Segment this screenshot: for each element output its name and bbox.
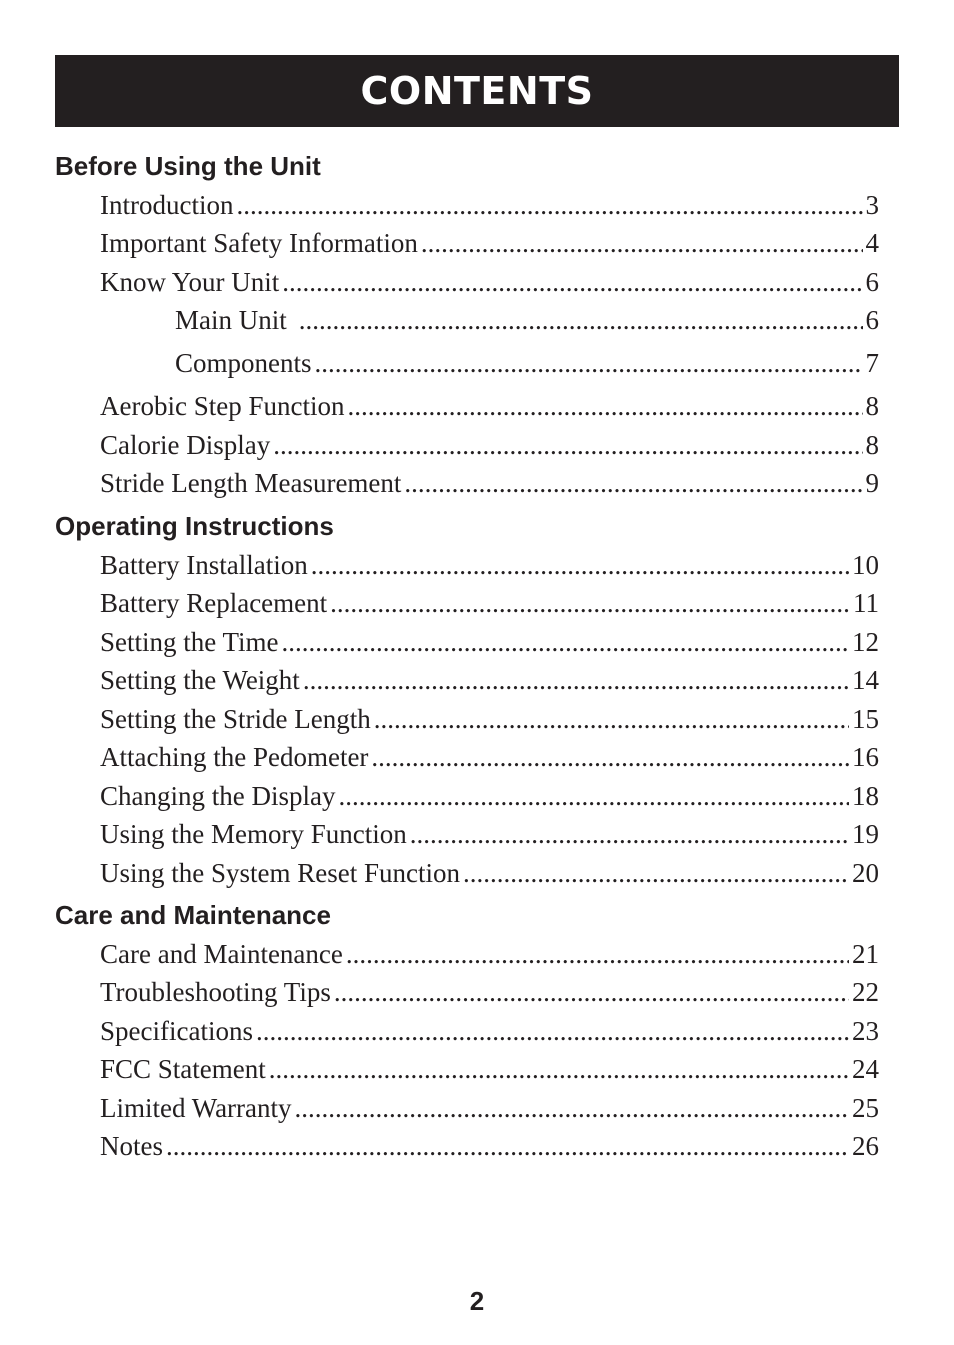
toc-entry-changing-the-display[interactable] [100,780,879,812]
toc-entry-using-the-system-reset-function[interactable] [100,857,879,889]
dot-leader [334,976,849,1008]
section-heading-before-using: Before Using the Unit [55,151,321,181]
toc-entry-page: 20 [852,858,879,888]
toc-entry-attaching-the-pedometer[interactable] [100,741,879,773]
toc-entry-setting-the-weight[interactable] [100,664,879,696]
dot-leader [311,549,849,581]
dot-leader [282,266,862,298]
toc-entry-setting-the-time[interactable] [100,626,879,658]
toc-entry-label: Main Unit [175,305,287,335]
toc-entry-page: 19 [852,819,879,849]
dot-leader [330,587,850,619]
toc-entry-label: FCC Statement [100,1054,266,1084]
dot-leader [236,189,862,221]
toc-entry-page: 16 [852,742,879,772]
toc-entry-page: 14 [852,665,879,695]
dot-leader [256,1015,849,1047]
toc-entry-label: Specifications [100,1016,253,1046]
page-title: CONTENTS [360,69,594,113]
toc-entry-page: 8 [865,391,879,421]
toc-entry-know-your-unit[interactable] [100,266,879,298]
toc-entry-aerobic-step-function[interactable] [100,390,879,422]
toc-entry-label: Care and Maintenance [100,939,343,969]
dot-leader [295,1092,849,1124]
dot-leader [338,780,849,812]
toc-entry-page: 12 [852,627,879,657]
toc-entry-introduction[interactable] [100,189,879,221]
toc-entry-page: 8 [865,430,879,460]
dot-leader [347,390,862,422]
toc-entry-page: 11 [853,588,879,618]
dot-leader [374,703,849,735]
toc-entry-page: 24 [852,1054,879,1084]
toc-entry-stride-length-measurement[interactable] [100,467,879,499]
toc-entry-label: Introduction [100,190,234,220]
toc-entry-label: Battery Installation [100,550,308,580]
toc-entry-setting-the-stride-length[interactable] [100,703,879,735]
toc-entry-label: Using the Memory Function [100,819,407,849]
toc-entry-page: 6 [865,267,879,297]
toc-entry-using-the-memory-function[interactable] [100,818,879,850]
toc-entry-page: 10 [852,550,879,580]
dot-leader [166,1130,849,1162]
toc-entry-care-and-maintenance[interactable] [100,938,879,970]
toc-entry-battery-installation[interactable] [100,549,879,581]
dot-leader [404,467,862,499]
toc-entry-page: 21 [852,939,879,969]
toc-entry-label: Setting the Stride Length [100,704,371,734]
toc-entry-label: Setting the Time [100,627,279,657]
dot-leader [282,626,849,658]
toc-entry-page: 22 [852,977,879,1007]
toc-entry-label: Troubleshooting Tips [100,977,331,1007]
toc-entry-label: Using the System Reset Function [100,858,460,888]
toc-entry-page: 23 [852,1016,879,1046]
toc-entry-battery-replacement[interactable] [100,587,879,619]
toc-entry-label: Important Safety Information [100,228,418,258]
toc-entry-label: Attaching the Pedometer [100,742,369,772]
toc-entry-label: Limited Warranty [100,1093,292,1123]
toc-entry-label: Know Your Unit [100,267,280,297]
toc-entry-page: 25 [852,1093,879,1123]
toc-entry-label: Aerobic Step Function [100,391,345,421]
dot-leader [303,664,849,696]
toc-entry-specifications[interactable] [100,1015,879,1047]
toc-entry-label: Changing the Display [100,781,336,811]
toc-entry-page: 15 [852,704,879,734]
toc-entry-label: Setting the Weight [100,665,300,695]
dot-leader [269,1053,849,1085]
toc-entry-page: 26 [852,1131,879,1161]
toc-entry-label: Calorie Display [100,430,271,460]
section-heading-operating-instructions: Operating Instructions [55,511,334,541]
dot-leader [299,304,863,336]
toc-entry-important-safety-information[interactable] [100,227,879,259]
page-number: 2 [469,1286,485,1316]
toc-entry-calorie-display[interactable] [100,429,879,461]
toc-entry-page: 6 [865,305,879,335]
toc-entry-limited-warranty[interactable] [100,1092,879,1124]
toc-entry-troubleshooting-tips[interactable] [100,976,879,1008]
toc-entry-page: 7 [865,348,879,378]
toc-entry-label: Stride Length Measurement [100,468,402,498]
section-heading-care-and-maintenance: Care and Maintenance [55,900,331,930]
toc-entry-components[interactable] [175,347,879,379]
toc-entry-main-unit[interactable] [175,304,879,336]
toc-entry-label: Battery Replacement [100,588,328,618]
dot-leader [371,741,849,773]
dot-leader [273,429,862,461]
toc-entry-page: 3 [865,190,879,220]
dot-leader [421,227,863,259]
toc-entry-page: 18 [852,781,879,811]
dot-leader [315,347,863,379]
toc-entry-page: 9 [865,468,879,498]
toc-entry-fcc-statement[interactable] [100,1053,879,1085]
toc-entry-label: Notes [100,1131,163,1161]
toc-entry-page: 4 [865,228,879,258]
dot-leader [463,857,849,889]
dot-leader [410,818,849,850]
dot-leader [346,938,849,970]
toc-entry-label: Components [175,348,312,378]
toc-entry-notes[interactable] [100,1130,879,1162]
